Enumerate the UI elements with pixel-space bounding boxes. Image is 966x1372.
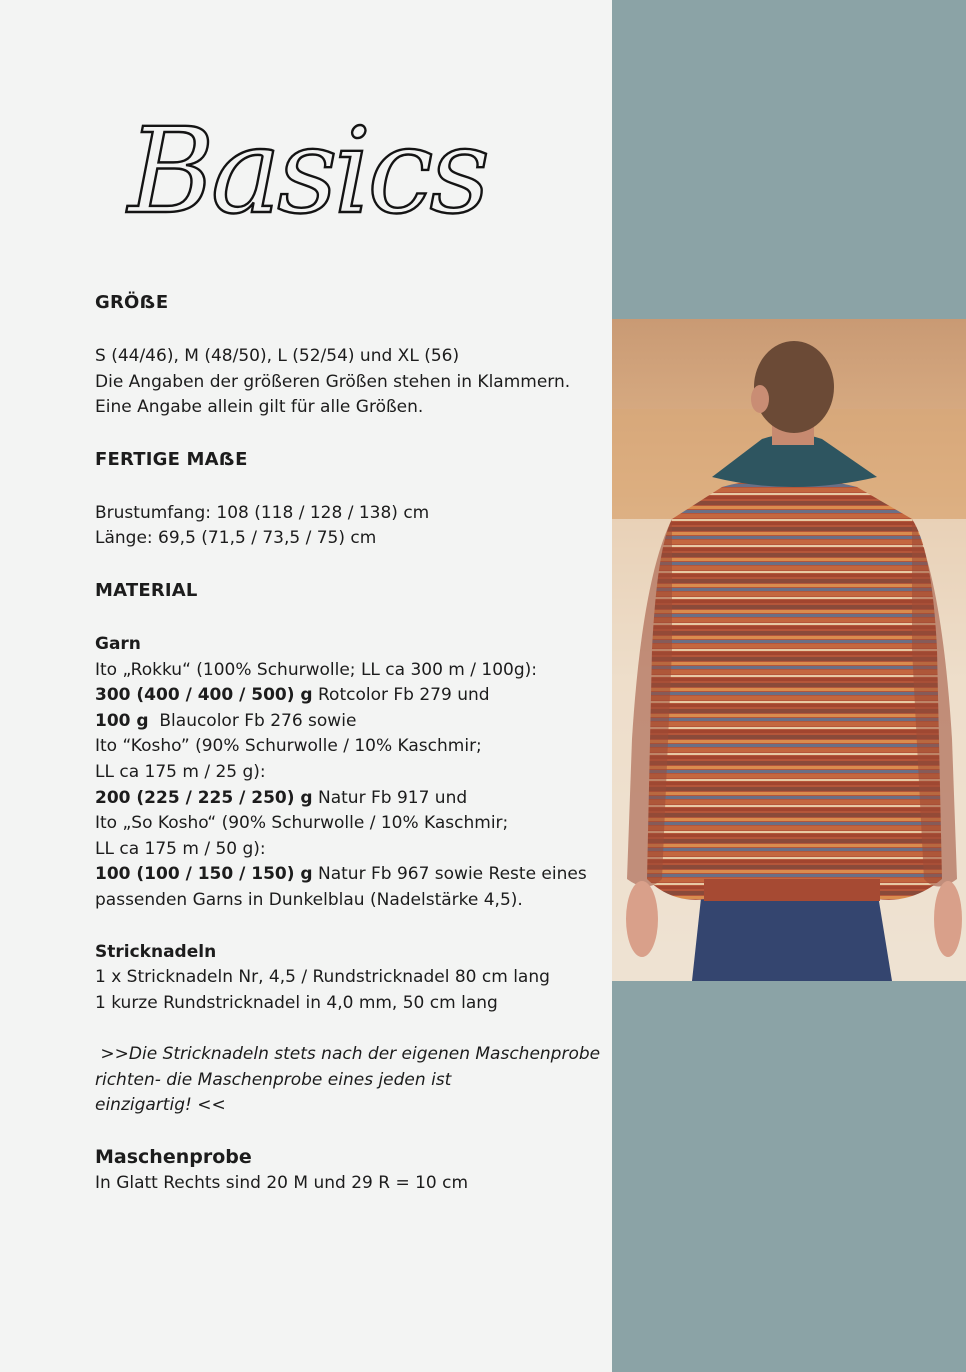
bold-amount: 200 (225 / 225 / 250) g [95, 787, 313, 808]
note-line: >>Die Stricknadeln stets nach der eigenen Maschenprobe [95, 1044, 601, 1065]
text-line [95, 862, 595, 888]
subheading-stricknadeln: Stricknadeln [95, 941, 217, 962]
text-line [95, 786, 595, 812]
sweater-photo [612, 319, 966, 981]
text-line: 1 x Stricknadeln Nr, 4,5 / Rundstricknadel 80 cm lang [95, 967, 550, 988]
text-line: Länge: 69,5 (71,5 / 73,5 / 75) cm [95, 528, 377, 549]
section-heading-groesse: GRÖẞE [95, 292, 169, 313]
text-line: passenden Garns in Dunkelblau (Nadelstärke 4,5). [95, 889, 523, 910]
text-rest: Rotcolor Fb 279 und [312, 685, 490, 706]
text-line: LL ca 175 m / 25 g): [95, 761, 266, 782]
spacer [95, 1119, 595, 1145]
note-line: richten- die Maschenprobe eines jeden ist [95, 1069, 452, 1090]
text-line: Brustumfang: 108 (118 / 128 / 138) cm [95, 502, 430, 523]
page-title [120, 92, 500, 267]
text-line: Die Angaben der größeren Größen stehen in Klammern. [95, 371, 571, 392]
text-line: 1 kurze Rundstricknadel in 4,0 mm, 50 cm lang [95, 992, 498, 1013]
spacer [95, 421, 595, 447]
section-heading-material: MATERIAL [95, 579, 198, 601]
text-line [95, 683, 595, 709]
subheading-maschenprobe: Maschenprobe [95, 1146, 252, 1169]
text-line: Ito „Rokku“ (100% Schurwolle; LL ca 300 m / 100g): [95, 659, 537, 680]
spacer [95, 604, 595, 632]
spacer [95, 1016, 595, 1042]
spacer [95, 552, 595, 578]
text-line [95, 709, 595, 735]
bold-amount: 100 (100 / 150 / 150) g [95, 864, 313, 885]
text-rest: Natur Fb 917 und [312, 787, 468, 808]
note-line: einzigartig! << [95, 1095, 226, 1116]
text-line: LL ca 175 m / 50 g): [95, 838, 266, 859]
title-text: Basics [128, 102, 487, 240]
spacer [95, 316, 595, 344]
text-rest: Blaucolor Fb 276 sowie [148, 710, 357, 731]
text-rest: Natur Fb 967 sowie Reste eines [312, 864, 587, 885]
text-line: Eine Angabe allein gilt für alle Größen. [95, 397, 424, 418]
spacer [95, 473, 595, 501]
content [95, 290, 601, 1196]
subheading-garn: Garn [95, 633, 141, 654]
bold-amount: 100 g [95, 710, 149, 731]
title-script [120, 92, 500, 267]
text-line: In Glatt Rechts sind 20 M und 29 R = 10 cm [95, 1172, 469, 1193]
text-line: S (44/46), M (48/50), L (52/54) und XL (56) [95, 346, 460, 366]
text-line: Ito “Kosho” (90% Schurwolle / 10% Kaschmir; [95, 736, 482, 757]
spacer [95, 914, 595, 940]
bold-amount: 300 (400 / 400 / 500) g [95, 685, 313, 706]
section-heading-masse: FERTIGE MAẞE [95, 448, 248, 470]
photo-illustration [612, 319, 966, 981]
text-line: Ito „So Kosho“ (90% Schurwolle / 10% Kaschmir; [95, 813, 509, 834]
